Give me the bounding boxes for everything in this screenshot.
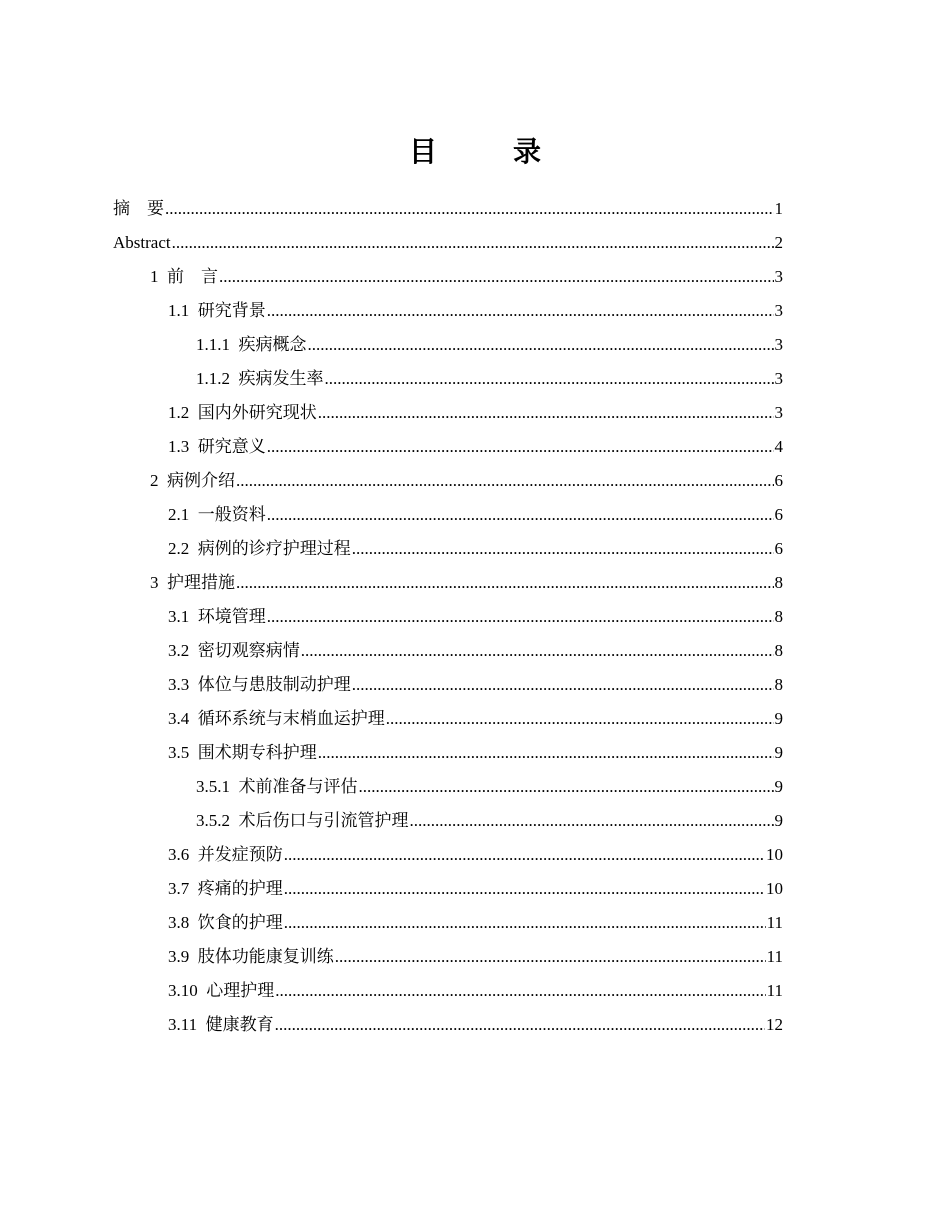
dot-leader	[335, 940, 766, 974]
toc-entry-page: 9	[774, 743, 783, 762]
toc-entry-page: 3	[774, 301, 783, 320]
toc-entry[interactable]	[113, 430, 783, 464]
dot-leader	[386, 702, 774, 736]
toc-entry-label: 1.1 研究背景	[168, 301, 266, 320]
dot-leader	[308, 328, 774, 362]
toc-entry-page: 6	[774, 505, 783, 524]
toc-entry-page: 10	[766, 879, 783, 898]
toc-entry[interactable]	[113, 906, 783, 940]
toc-entry[interactable]	[113, 1008, 783, 1042]
toc-entry-label: 3.6 并发症预防	[168, 845, 283, 864]
toc-entry[interactable]	[113, 770, 783, 804]
dot-leader	[236, 464, 774, 498]
toc-entry-label: 1.3 研究意义	[168, 437, 266, 456]
toc-entry[interactable]	[113, 974, 783, 1008]
dot-leader	[352, 668, 774, 702]
toc-entry-label: 3.5 围术期专科护理	[168, 743, 317, 762]
toc-entry[interactable]	[113, 940, 783, 974]
dot-leader	[410, 804, 774, 838]
toc-entry[interactable]	[113, 838, 783, 872]
toc-entry[interactable]	[113, 668, 783, 702]
toc-entry-page: 3	[774, 403, 783, 422]
dot-leader	[284, 838, 765, 872]
dot-leader	[275, 1008, 765, 1042]
toc-entry-label: 3.8 饮食的护理	[168, 913, 283, 932]
dot-leader	[172, 226, 774, 260]
dot-leader	[165, 192, 774, 226]
toc-entry-label: 1.1.2 疾病发生率	[196, 369, 324, 388]
toc-entry-page: 11	[766, 981, 783, 1000]
toc-entry-label: 摘 要	[113, 199, 164, 218]
dot-leader	[318, 396, 774, 430]
dot-leader	[219, 260, 774, 294]
toc-entry[interactable]	[113, 328, 783, 362]
toc-entry-label: 3.5.1 术前准备与评估	[196, 777, 358, 796]
toc-entry-label: 1.1.1 疾病概念	[196, 335, 307, 354]
toc-entry-label: 1 前 言	[150, 267, 218, 286]
toc-entry-page: 11	[766, 947, 783, 966]
toc-entry[interactable]	[113, 702, 783, 736]
dot-leader	[284, 872, 765, 906]
toc-entry-label: 2.2 病例的诊疗护理过程	[168, 539, 351, 558]
dot-leader	[359, 770, 774, 804]
toc-entry-label: 3 护理措施	[150, 573, 235, 592]
toc-entry-page: 3	[774, 267, 783, 286]
toc-entry-page: 2	[774, 233, 783, 252]
toc-entry-page: 3	[774, 335, 783, 354]
toc-entry-page: 8	[774, 573, 783, 592]
toc-entry-page: 9	[774, 709, 783, 728]
toc-list	[113, 192, 783, 1042]
toc-entry[interactable]	[113, 192, 783, 226]
toc-entry-page: 8	[774, 607, 783, 626]
dot-leader	[267, 498, 774, 532]
toc-entry-page: 10	[766, 845, 783, 864]
toc-entry-label: 1.2 国内外研究现状	[168, 403, 317, 422]
toc-entry-label: 3.10 心理护理	[168, 981, 275, 1000]
toc-entry-page: 12	[766, 1015, 783, 1034]
toc-entry[interactable]	[113, 634, 783, 668]
dot-leader	[284, 906, 766, 940]
toc-entry[interactable]	[113, 260, 783, 294]
toc-entry[interactable]	[113, 396, 783, 430]
toc-entry-page: 1	[774, 199, 783, 218]
toc-entry-label: Abstract	[113, 233, 171, 252]
toc-entry-label: 3.9 肢体功能康复训练	[168, 947, 334, 966]
toc-entry[interactable]	[113, 872, 783, 906]
toc-entry[interactable]	[113, 464, 783, 498]
toc-title: 目 录	[408, 135, 565, 168]
toc-entry[interactable]	[113, 294, 783, 328]
dot-leader	[267, 294, 774, 328]
toc-entry-page: 6	[774, 539, 783, 558]
toc-entry-page: 9	[774, 777, 783, 796]
toc-entry-page: 4	[774, 437, 783, 456]
toc-entry-label: 3.3 体位与患肢制动护理	[168, 675, 351, 694]
toc-entry-page: 6	[774, 471, 783, 490]
toc-entry[interactable]	[113, 498, 783, 532]
toc-entry-label: 2.1 一般资料	[168, 505, 266, 524]
toc-entry-label: 3.4 循环系统与末梢血运护理	[168, 709, 385, 728]
toc-entry-label: 3.2 密切观察病情	[168, 641, 300, 660]
toc-entry-label: 3.1 环境管理	[168, 607, 266, 626]
toc-entry-label: 2 病例介绍	[150, 471, 235, 490]
dot-leader	[301, 634, 774, 668]
toc-entry[interactable]	[113, 600, 783, 634]
dot-leader	[352, 532, 774, 566]
toc-entry[interactable]	[113, 226, 783, 260]
toc-entry[interactable]	[113, 532, 783, 566]
dot-leader	[236, 566, 774, 600]
toc-entry-label: 3.11 健康教育	[168, 1015, 274, 1034]
toc-entry-label: 3.7 疼痛的护理	[168, 879, 283, 898]
toc-entry-page: 11	[766, 913, 783, 932]
dot-leader	[325, 362, 774, 396]
toc-entry[interactable]	[113, 736, 783, 770]
toc-entry-page: 8	[774, 675, 783, 694]
dot-leader	[275, 974, 765, 1008]
dot-leader	[318, 736, 774, 770]
toc-entry[interactable]	[113, 804, 783, 838]
toc-entry[interactable]	[113, 362, 783, 396]
toc-entry-page: 8	[774, 641, 783, 660]
dot-leader	[267, 430, 774, 464]
toc-entry-label: 3.5.2 术后伤口与引流管护理	[196, 811, 409, 830]
toc-entry-page: 9	[774, 811, 783, 830]
toc-entry[interactable]	[113, 566, 783, 600]
toc-entry-page: 3	[774, 369, 783, 388]
dot-leader	[267, 600, 774, 634]
